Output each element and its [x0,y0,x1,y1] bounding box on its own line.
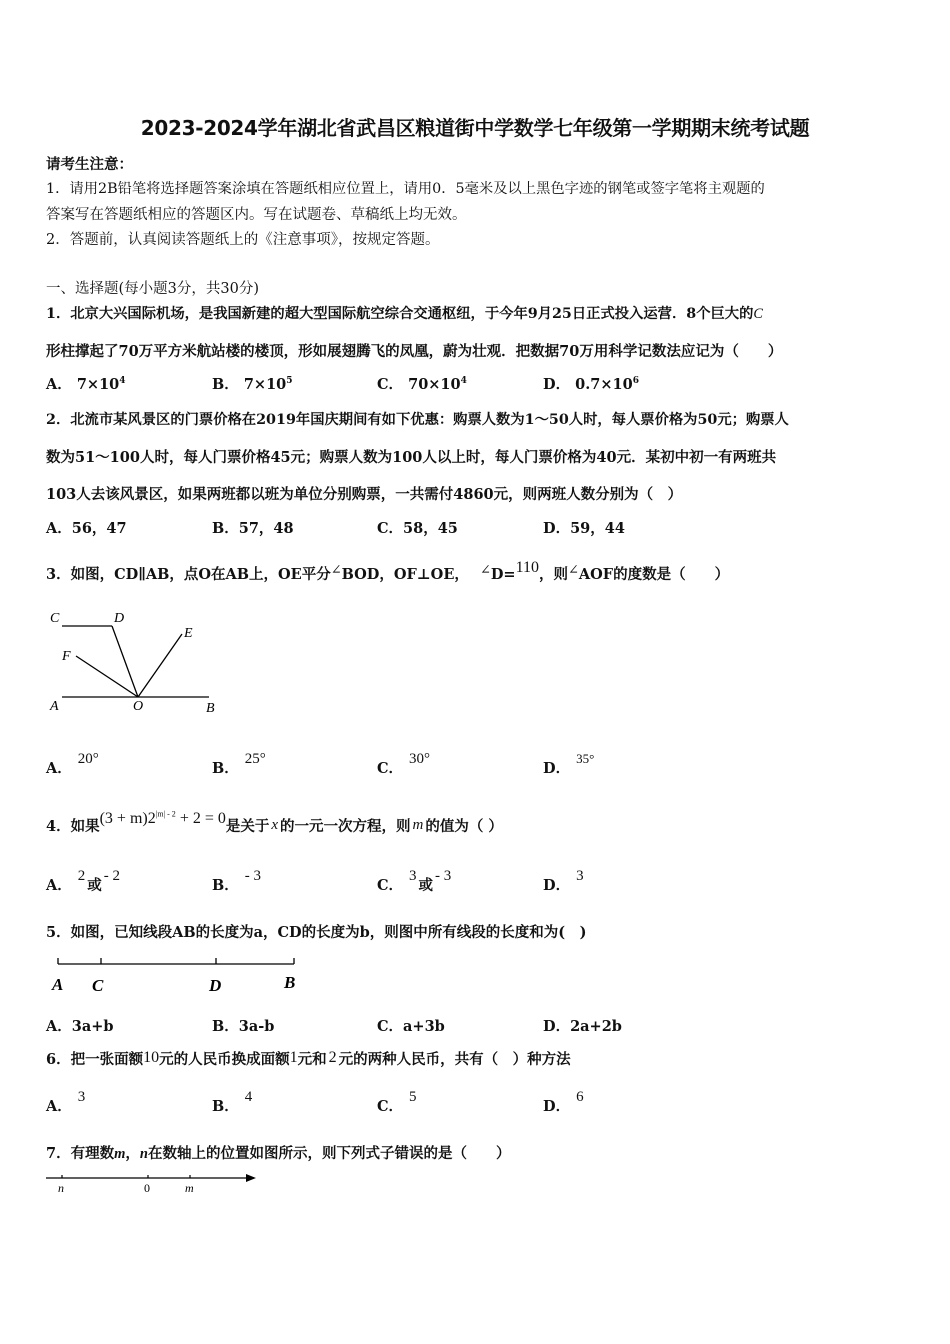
q6-option-c[interactable]: C．5 [377,1089,417,1115]
q5-option-c[interactable]: C．a+3b [377,1018,445,1035]
q2-option-c[interactable]: C．58，45 [377,520,458,537]
q4-option-a[interactable]: A．2或- 2 [46,868,121,894]
q4-stem: 4．如果$(3 + m)2^{|m| - 2} + 2 = 0$是关于 x 的一元一次方程，则 m 的值为（ ） [46,809,503,835]
q5-label-a: A [52,975,64,994]
arrow-right-icon [246,1174,256,1182]
q3-label-d: D [114,611,125,626]
q1-option-b[interactable]: B． $7\times 10^5$ [212,376,293,393]
notice-line-3: 2．答题前，认真阅读答题纸上的《注意事项》，按规定答题。 [46,232,440,248]
q2-option-d[interactable]: D．59，44 [543,520,625,537]
q5-label-b: B [284,973,296,992]
q1-option-c[interactable]: C． $70\times 10^4$ [377,376,467,393]
q6-option-a[interactable]: A．3 [46,1089,86,1115]
q3-option-d[interactable]: D．35° [543,751,595,777]
q7-stem: 7．有理数m，n在数轴上的位置如图所示，则下列式子错误的是（ ） [46,1145,511,1162]
q3-label-e: E [184,626,193,641]
q7-number-line [42,1168,264,1198]
q7-label-m: m [185,1181,194,1195]
notice-line-1: 1．请用2B铅笔将选择题答案涂填在答题纸相应位置上，请用0．5毫米及以上黑色字迹的钢笔或签字笔将主观题的 [46,181,765,197]
q4-option-c[interactable]: C．3或- 3 [377,868,452,894]
q5-stem: 5．如图，已知线段AB的长度为a，CD的长度为b，则图中所有线段的长度和为( ) [46,924,587,941]
q6-option-d[interactable]: D．6 [543,1089,584,1115]
q7-label-zero: 0 [144,1181,150,1195]
q3-label-f: F [62,649,71,664]
q5-option-d[interactable]: D．2a+2b [543,1018,622,1035]
q1-line-1: 1．北京大兴国际机场，是我国新建的超大型国际航空综合交通枢纽，于今年9月25日正式投入运营．8个巨大的C [46,306,763,322]
q3-label-a: A [50,699,59,714]
q2-option-b[interactable]: B．57，48 [212,520,294,537]
page-title: 2023-2024学年湖北省武昌区粮道街中学数学七年级第一学期期末统考试题 [140,116,810,140]
q1-line-2: 形柱撑起了70万平方米航站楼的楼顶，形如展翅腾飞的凤凰，蔚为壮观．把数据70万用科学记数法应记为（ ） [46,343,783,360]
q6-stem: 6．把一张面额10元的人民币换成面额1元和 2 元的两种人民币，共有（ ）种方法 [46,1049,571,1068]
q3-option-b[interactable]: B．25° [212,751,266,777]
q3-option-a[interactable]: A．20° [46,751,99,777]
q2-line-3: 103人去该风景区，如果两班都以班为单位分别购票，一共需付4860元，则两班人数分别为（ ） [46,486,683,503]
q1-option-d[interactable]: D． $0.7\times 10^6$ [543,376,639,393]
q2-line-1: 2．北流市某风景区的门票价格在2019年国庆期间有如下优惠：购票人数为1～50人时，每人票价格为50元；购票人 [46,412,789,428]
q5-figure [44,952,306,998]
q4-option-b[interactable]: B．- 3 [212,868,262,894]
q2-line-2: 数为51～100人时，每人门票价格45元；购票人数为100人以上时，每人门票价格为40元．某初中初一有两班共 [46,449,777,466]
q5-option-a[interactable]: A．3a+b [46,1018,114,1035]
q3-label-o: O [133,699,144,714]
q6-option-b[interactable]: B．4 [212,1089,253,1115]
section-heading: 一、选择题(每小题3分，共30分) [46,281,259,297]
q5-option-b[interactable]: B．3a-b [212,1018,275,1035]
q1-option-a[interactable]: A． $7\times 10^4$ [46,376,126,393]
q3-label-c: C [50,611,60,626]
q3-label-b: B [206,701,215,716]
q3-figure [44,604,229,716]
q3-stem: 3．如图，CD∥AB，点O在AB上，OE平分∠BOD，OF⊥OE， ∠D=110，则∠AOF的度数是（ ） [46,559,730,583]
notice-heading: 请考生注意： [46,156,133,173]
q3-option-c[interactable]: C．30° [377,751,431,777]
q7-label-n: n [58,1181,64,1195]
q4-option-d[interactable]: D．3 [543,868,584,894]
q5-label-d: D [209,976,222,995]
notice-line-2: 答案写在答题纸相应的答题区内。写在试题卷、草稿纸上均无效。 [46,207,467,223]
q5-label-c: C [92,976,104,995]
q2-option-a[interactable]: A．56，47 [46,520,127,537]
